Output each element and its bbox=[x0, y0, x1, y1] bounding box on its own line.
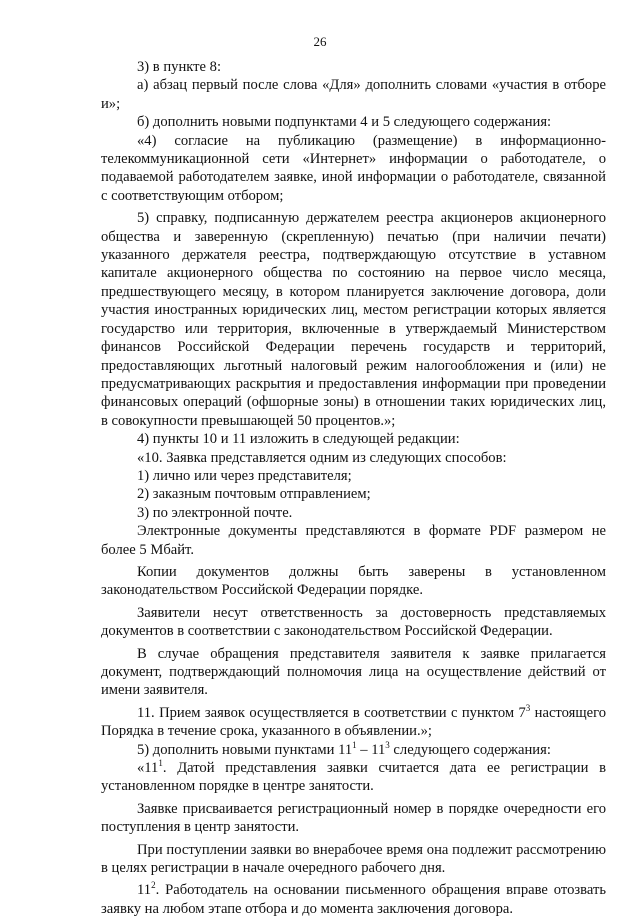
paragraph-point-10: «10. Заявка представляется одним из следующих способов: bbox=[137, 449, 507, 466]
paragraph-item-3: 3) в пункте 8: bbox=[137, 59, 222, 75]
text-fragment: – 11 bbox=[356, 741, 386, 758]
paragraph-method-1: 1) лично или через представителя; bbox=[137, 467, 352, 484]
paragraph-method-2: 2) заказным почтовым отправлением; bbox=[137, 486, 371, 503]
paragraph-copies: Копии документов должны быть заверены в установленном законодательством Российской Федерации порядке. bbox=[101, 563, 606, 599]
text-fragment: 11 bbox=[137, 882, 152, 899]
text-fragment: следующего содержания: bbox=[389, 741, 551, 758]
paragraph-registration-number: Заявке присваивается регистрационный номер в порядке очередности его поступления в центр занятости. bbox=[101, 800, 606, 836]
superscript: 1 bbox=[158, 758, 163, 769]
paragraph-item-5 bbox=[101, 741, 606, 759]
text-fragment: «11 bbox=[137, 760, 159, 777]
paragraph-representative: В случае обращения представителя заявителя к заявке прилагается документ, подтверждающий полномочия лица на осуществление действий от имени заявителя. bbox=[101, 645, 606, 699]
superscript: 1 bbox=[352, 739, 357, 750]
page-number: 26 bbox=[313, 34, 327, 49]
superscript: 3 bbox=[525, 702, 531, 713]
text-fragment: . Работодатель на основании письменного обращения вправе отозвать заявку на любом этапе отбора и до момента заключения договора. bbox=[101, 882, 606, 917]
paragraph-point-11 bbox=[101, 704, 606, 741]
text-fragment: 11. Прием заявок осуществляется в соответствии с пунктом 7 bbox=[137, 704, 526, 721]
paragraph-point-11-2 bbox=[101, 881, 606, 918]
superscript: 2 bbox=[151, 880, 156, 891]
paragraph-electronic-docs: Электронные документы представляются в формате PDF размером не более 5 Мбайт. bbox=[101, 523, 606, 558]
paragraph-subitem-a: а) абзац первый после слова «Для» дополнить словами «участия в отборе и»; bbox=[101, 77, 606, 112]
paragraph-method-3: 3) по электронной почте. bbox=[137, 504, 293, 521]
paragraph-subpoint-5: 5) справку, подписанную держателем реестра акционеров акционерного общества и заверенную (скрепленную) печатью (при наличии печати) указанного держателя реестра, подтверждающую отсутствие в уставном капитале акционерного общества по состоянию на первое число месяца, предшествующего месяцу, в котором планируется заключение договора, доли участия иностранных юридических лиц, местом регистрации которых является государство или территория, включенные в утверждаемый Министерством финансов Российской Федерации перечень государств и территорий, предоставляющих льготный налоговый режим налогообложения и (или) не предусматривающих раскрытия и предоставления информации при проведении финансовых операций (офшорные зоны) в отношении таких юридических лиц, в совокупности превышающей 50 процентов.»; bbox=[101, 210, 606, 429]
text-fragment: . Датой представления заявки считается дата ее регистрации в установленном порядке в центре занятости. bbox=[101, 760, 606, 795]
document-body bbox=[101, 58, 606, 918]
paragraph-point-11-1 bbox=[101, 759, 606, 796]
paragraph-item-4: 4) пункты 10 и 11 изложить в следующей редакции: bbox=[137, 431, 460, 448]
text-fragment: 5) дополнить новыми пунктами 11 bbox=[137, 741, 353, 758]
paragraph-responsibility: Заявители несут ответственность за достоверность представляемых документов в соответствии с законодательством Российской Федерации. bbox=[101, 604, 606, 640]
text-fragment: настоящего Порядка в течение срока, указанного в объявлении.»; bbox=[101, 704, 606, 740]
paragraph-subitem-b: б) дополнить новыми подпунктами 4 и 5 следующего содержания: bbox=[137, 114, 552, 131]
superscript: 3 bbox=[385, 739, 390, 750]
paragraph-off-hours: При поступлении заявки во внерабочее время она подлежит рассмотрению в целях регистрации в начале очередного рабочего дня. bbox=[101, 841, 606, 877]
paragraph-subpoint-4: «4) согласие на публикацию (размещение) в информационно-телекоммуникационной сети «Интернет» информации о работодателе, о подаваемой работодателем заявке, иной информации о работодателе, связанной с соответствующим отбором; bbox=[101, 132, 606, 204]
